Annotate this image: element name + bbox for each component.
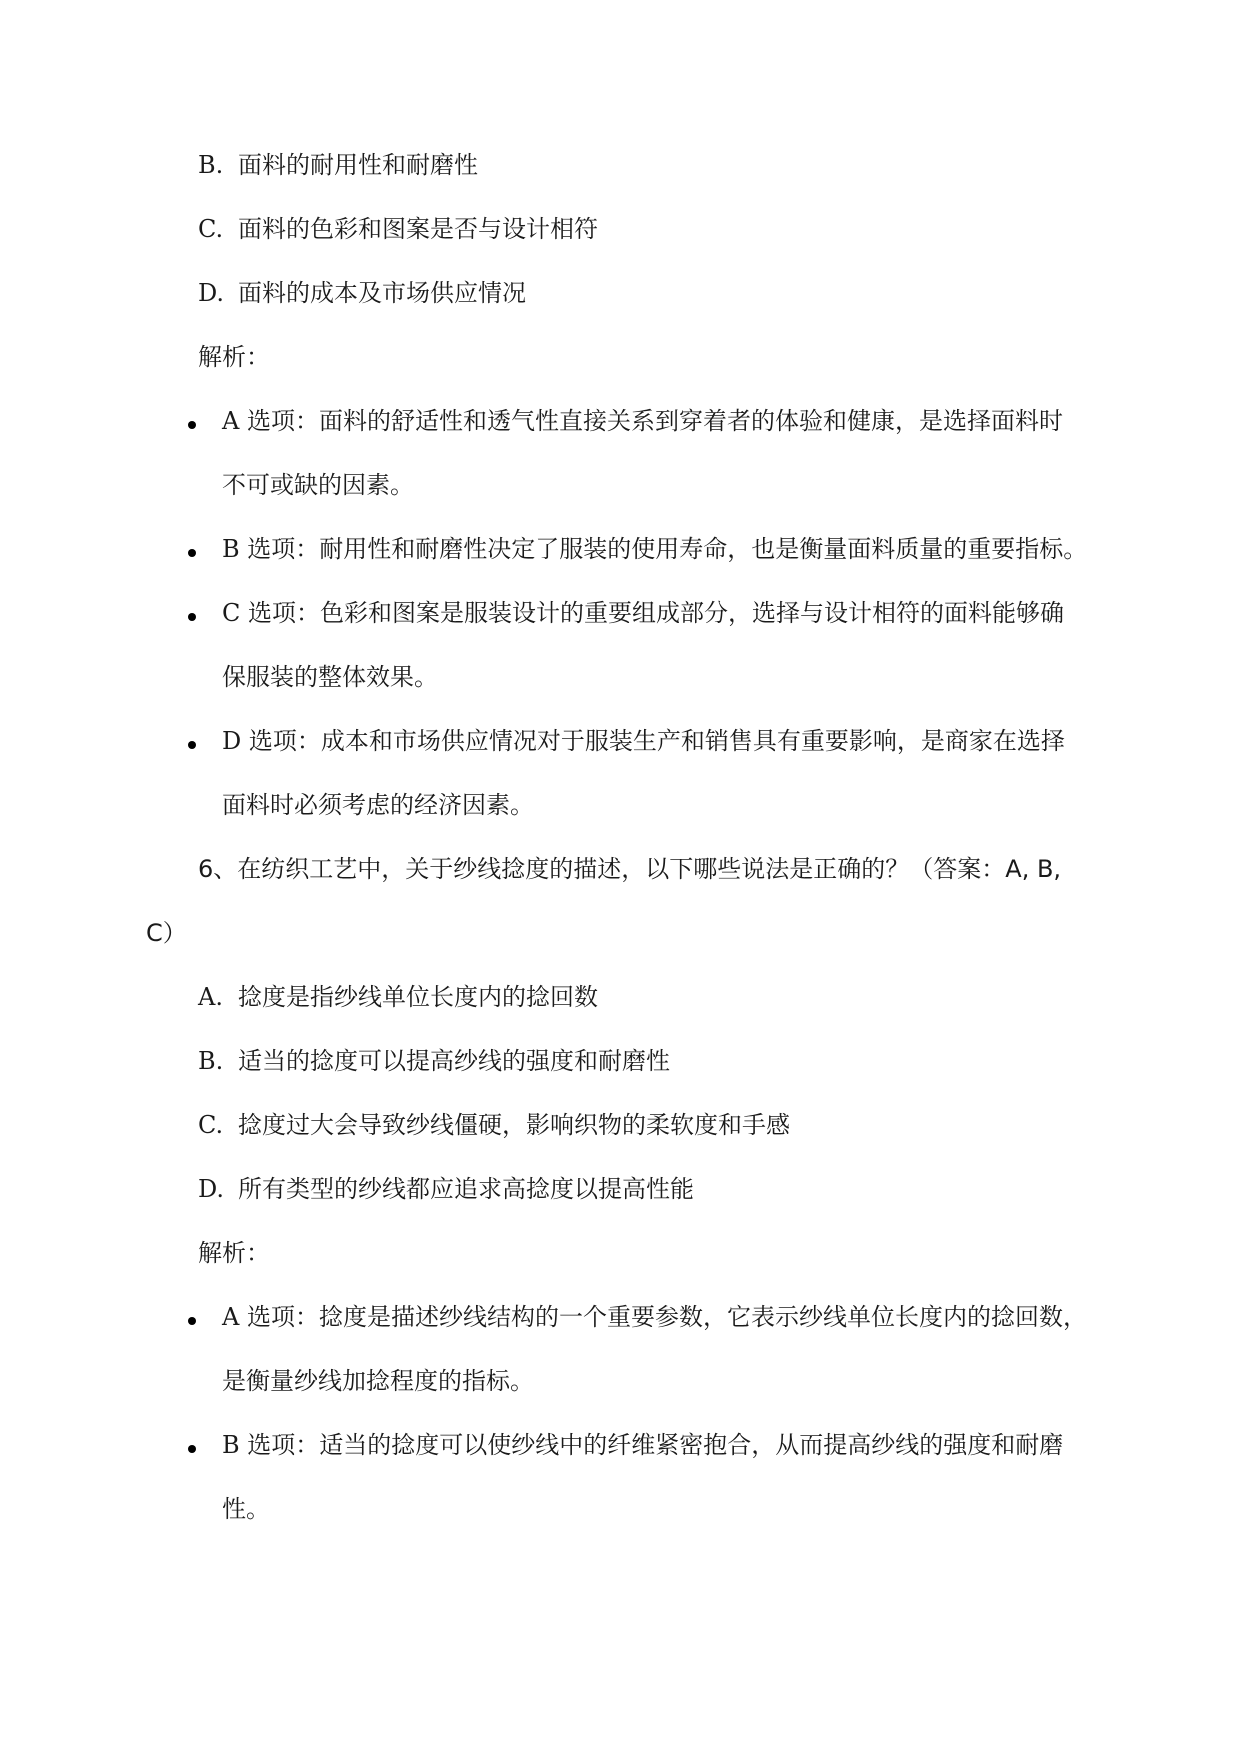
option-b xyxy=(198,1044,670,1078)
bullet-icon xyxy=(188,741,196,749)
option-letter: C. xyxy=(198,1111,224,1139)
option-text: 所有类型的纱线都应追求高捻度以提高性能 xyxy=(238,1175,694,1203)
analysis-item-line2: 是衡量纱线加捻程度的指标。 xyxy=(222,1367,534,1395)
analysis-item-line2: 面料时必须考虑的经济因素。 xyxy=(222,791,534,819)
analysis-item-line2: 性。 xyxy=(222,1495,270,1523)
analysis-item-line2: 不可或缺的因素。 xyxy=(222,471,414,499)
option-letter: B. xyxy=(198,1047,224,1075)
bullet-icon xyxy=(188,1317,196,1325)
bullet-icon xyxy=(188,1445,196,1453)
analysis-item-line2: 保服装的整体效果。 xyxy=(222,663,438,691)
analysis-item-line1: A 选项：面料的舒适性和透气性直接关系到穿着者的体验和健康，是选择面料时 xyxy=(222,407,1063,435)
question-6-answer-cont: C） xyxy=(146,919,187,947)
option-letter: C. xyxy=(198,215,224,243)
option-text: 面料的耐用性和耐磨性 xyxy=(238,151,478,179)
analysis-item-line1: A 选项：捻度是描述纱线结构的一个重要参数，它表示纱线单位长度内的捻回数， xyxy=(222,1303,1087,1331)
bullet-icon xyxy=(188,421,196,429)
option-d xyxy=(198,276,526,310)
option-d xyxy=(198,1172,694,1206)
option-letter: D. xyxy=(198,1175,225,1203)
question-answer: A, B, xyxy=(1005,855,1062,883)
option-letter: A. xyxy=(198,983,223,1011)
question-6-stem xyxy=(198,852,1061,886)
option-letter: B. xyxy=(198,151,224,179)
analysis-item-line1: D 选项：成本和市场供应情况对于服装生产和销售具有重要影响，是商家在选择 xyxy=(222,727,1065,755)
option-letter: D. xyxy=(198,279,225,307)
analysis-label: 解析： xyxy=(198,1239,270,1267)
option-c xyxy=(198,212,598,246)
analysis-label: 解析： xyxy=(198,343,270,371)
option-a xyxy=(198,980,598,1014)
question-number: 6、 xyxy=(198,855,238,883)
analysis-item-line1: B 选项：适当的捻度可以使纱线中的纤维紧密抱合，从而提高纱线的强度和耐磨 xyxy=(222,1431,1064,1459)
analysis-item-line1: B 选项：耐用性和耐磨性决定了服装的使用寿命，也是衡量面料质量的重要指标。 xyxy=(222,535,1088,563)
option-text: 捻度过大会导致纱线僵硬，影响织物的柔软度和手感 xyxy=(238,1111,790,1139)
option-text: 捻度是指纱线单位长度内的捻回数 xyxy=(238,983,598,1011)
option-b xyxy=(198,148,478,182)
bullet-icon xyxy=(188,549,196,557)
option-c xyxy=(198,1108,790,1142)
question-text: 在纺织工艺中，关于纱线捻度的描述，以下哪些说法是正确的？（答案： xyxy=(237,855,1006,883)
bullet-icon xyxy=(188,613,196,621)
option-text: 面料的成本及市场供应情况 xyxy=(238,279,526,307)
option-text: 适当的捻度可以提高纱线的强度和耐磨性 xyxy=(238,1047,670,1075)
analysis-item-line1: C 选项：色彩和图案是服装设计的重要组成部分，选择与设计相符的面料能够确 xyxy=(222,599,1064,627)
option-text: 面料的色彩和图案是否与设计相符 xyxy=(238,215,598,243)
